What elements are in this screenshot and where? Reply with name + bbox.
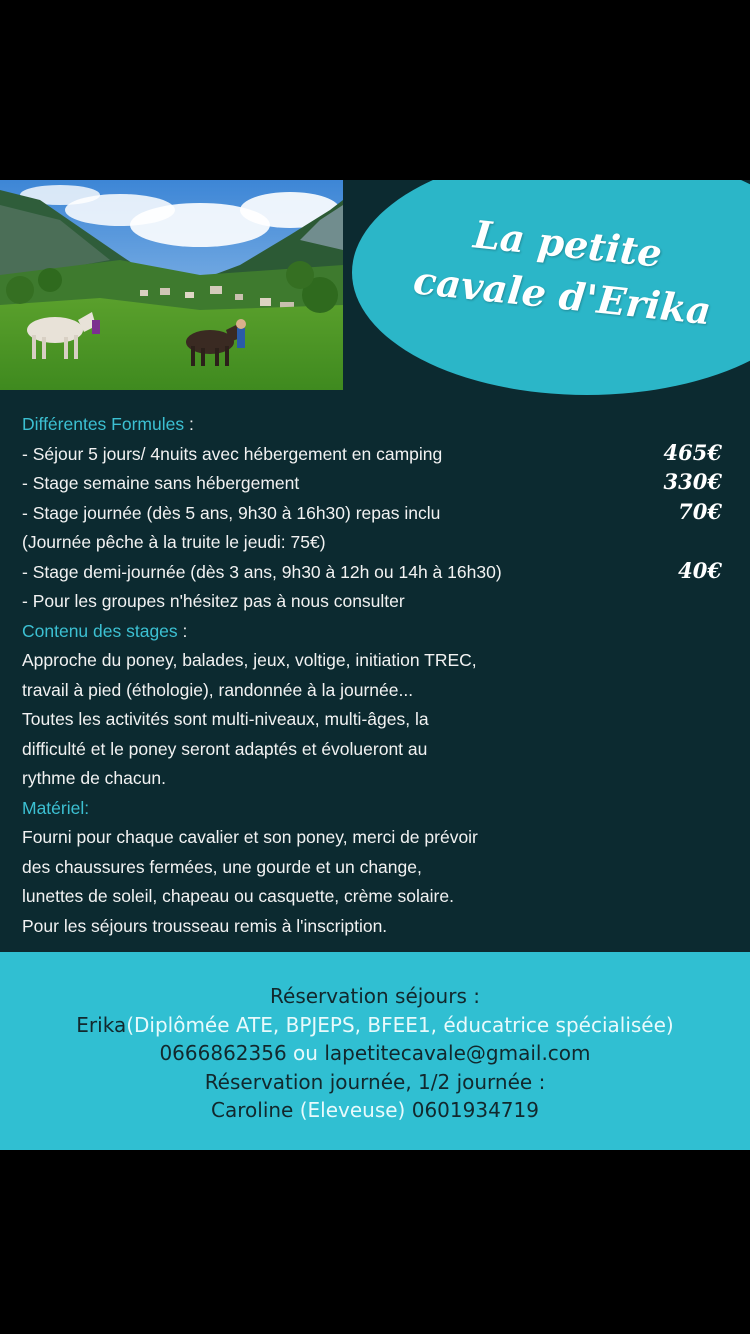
phone-link[interactable]: 0666862356 [159,1041,287,1065]
erika-contact: 0666862356 ou lapetitecavale@gmail.com [159,1041,591,1065]
erika-credentials: Erika(Diplômée ATE, BPJEPS, BFEE1, éducatrice spécialisée) [76,1012,674,1037]
materiel-line: Fourni pour chaque cavalier et son poney, merci de prévoir [22,827,478,847]
caroline-contact: Caroline (Eleveuse) 0601934719 [211,1098,539,1122]
mountain-horse-photo [0,180,343,390]
materiel-heading: Matériel: [22,797,90,818]
contenu-line: difficulté et le poney seront adaptés et évolueront au [22,738,428,759]
price: 330€ [663,469,722,494]
phone-link[interactable]: 0601934719 [405,1098,539,1122]
contenu-line: travail à pied (éthologie), randonnée à la journée... [22,679,414,700]
materiel-line: des chaussures fermées, une gourde et un change, [22,856,422,877]
formule-item: (Journée pêche à la truite le jeudi: 75€) [22,532,326,552]
contenu-line: Approche du poney, balades, jeux, voltige, initiation TREC, [22,650,477,670]
reservation-journee-label: Réservation journée, 1/2 journée : [204,1069,546,1094]
materiel-line: lunettes de soleil, chapeau ou casquette, crème solaire. [22,886,454,906]
contenu-line: rythme de chacun. [22,768,166,788]
content-body [22,410,722,941]
formule-item: - Séjour 5 jours/ 4nuits avec hébergement en camping 465€ [22,440,722,470]
formule-item: - Stage journée (dès 5 ans, 9h30 à 16h30) repas inclu 70€ [22,499,722,529]
reservation-sejours-label: Réservation séjours : [270,984,480,1008]
contact-section [0,952,750,1150]
materiel-line: Pour les séjours trousseau remis à l'inscription. [22,915,388,936]
contenu-line: Toutes les activités sont multi-niveaux, multi-âges, la [22,709,429,729]
title-line-1: La petite [471,211,665,276]
price: 40€ [678,557,722,583]
title-line-2: cavale d'Erika [411,257,714,334]
formule-item: - Pour les groupes n'hésitez pas à nous consulter [22,591,405,611]
contenu-heading: Contenu des stages : [22,620,188,641]
price: 465€ [663,439,722,465]
formules-heading: Différentes Formules : [22,414,194,434]
flyer [0,180,750,1150]
formule-item: - Stage semaine sans hébergement 330€ [22,469,722,499]
landscape-image [0,180,343,390]
price: 70€ [678,498,722,524]
formule-item: - Stage demi-journée (dès 3 ans, 9h30 à 12h ou 14h à 16h30) 40€ [22,558,722,588]
email-link[interactable]: lapetitecavale@gmail.com [324,1041,591,1065]
